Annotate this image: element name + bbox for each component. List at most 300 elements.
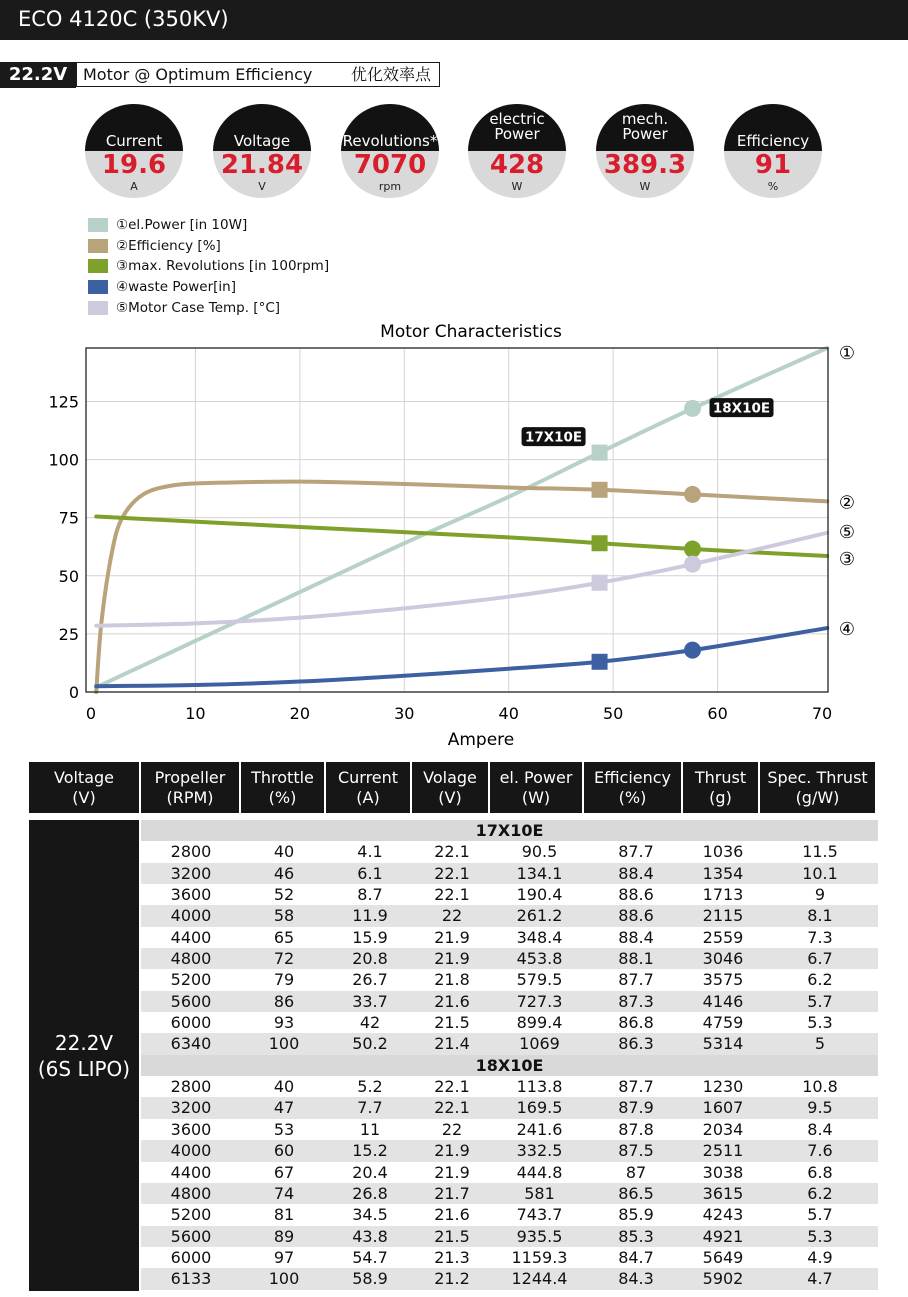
- column-header-label: Throttle: [251, 768, 314, 787]
- table-cell: 113.8: [516, 1077, 563, 1097]
- table-cell: 1244.4: [511, 1269, 568, 1289]
- legend-swatch: [88, 239, 108, 253]
- table-row: [141, 1097, 878, 1118]
- table-header: [29, 762, 878, 813]
- table-cell: 1607: [702, 1098, 744, 1118]
- voltage-cell-value: 22.2V: [54, 1030, 114, 1055]
- table-cell: 2559: [702, 927, 744, 947]
- table-cell: 453.8: [516, 949, 563, 969]
- table-cell: 4400: [170, 1162, 212, 1182]
- column-header-unit: (g/W): [795, 788, 840, 807]
- table-cell: 8.7: [357, 885, 383, 905]
- table-cell: 935.5: [516, 1226, 563, 1246]
- column-header: [683, 762, 758, 813]
- table-cell: 88.6: [618, 885, 654, 905]
- data-point-circle: [684, 541, 701, 558]
- badge-value: 91: [754, 150, 792, 180]
- table-cell: 8.1: [807, 906, 833, 926]
- table-cell: 6.8: [807, 1162, 833, 1182]
- column-header: [141, 762, 239, 813]
- table-group-row: 18X10E: [141, 1055, 878, 1076]
- legend-text: el.Power [in 10W]: [128, 217, 248, 234]
- table-cell: 3575: [702, 970, 744, 990]
- table-cell: 21.7: [434, 1183, 470, 1203]
- table-row: [141, 927, 878, 948]
- table-cell: 86.5: [618, 1183, 654, 1203]
- column-header-unit: (g): [709, 788, 732, 807]
- legend-text: Motor Case Temp. [°C]: [128, 299, 281, 316]
- table-body: [141, 820, 878, 1290]
- badge-label-line2: Power: [494, 124, 540, 143]
- table-row: [141, 1162, 878, 1183]
- table-cell: 1230: [702, 1077, 744, 1097]
- table-cell: 58.9: [352, 1269, 388, 1289]
- series-end-label: ②: [838, 492, 856, 514]
- table-cell: 134.1: [516, 863, 563, 883]
- x-tick-label: 50: [602, 704, 624, 723]
- table-cell: 88.6: [618, 906, 654, 926]
- propeller-tag-label: 18X10E: [712, 400, 771, 417]
- table-cell: 4146: [702, 991, 744, 1011]
- table-cell: 58: [273, 906, 295, 926]
- table-cell: 7.7: [357, 1098, 383, 1118]
- table-cell: 22.1: [434, 863, 470, 883]
- table-cell: 3600: [170, 885, 212, 905]
- table-cell: 2034: [702, 1119, 744, 1139]
- table-cell: 21.6: [434, 1205, 470, 1225]
- table-cell: 5600: [170, 1226, 212, 1246]
- table-cell: 5314: [702, 1034, 744, 1054]
- badge-label-line2: Power: [622, 124, 668, 143]
- column-header-label: Voltage: [53, 768, 114, 787]
- x-tick-label: 20: [289, 704, 311, 723]
- series-end-label: ④: [838, 619, 856, 641]
- data-point-circle: [684, 556, 701, 573]
- data-point-square: [592, 535, 608, 551]
- badge-revolutions: [341, 104, 439, 198]
- table-cell: 332.5: [516, 1141, 563, 1161]
- table-row: [141, 905, 878, 926]
- badge-efficiency: [724, 104, 822, 198]
- data-point-square: [592, 654, 608, 670]
- table-cell: 21.9: [434, 949, 470, 969]
- data-point-circle: [684, 400, 701, 417]
- table-cell: 53: [273, 1119, 295, 1139]
- legend-mark: ④: [116, 279, 129, 296]
- table-cell: 88.1: [618, 949, 654, 969]
- table-cell: 743.7: [516, 1205, 563, 1225]
- y-tick-label: 25: [58, 624, 79, 644]
- x-tick-label: 10: [185, 704, 206, 723]
- table-cell: 21.9: [434, 1162, 470, 1182]
- operating-point-text-cn: 优化效率点: [350, 65, 431, 84]
- y-tick-label: 125: [48, 392, 79, 412]
- legend-mark: ②: [116, 237, 129, 254]
- legend-mark: ①: [116, 217, 129, 234]
- table-cell: 67: [273, 1162, 295, 1182]
- column-header-label: Efficiency: [593, 768, 672, 787]
- operating-point-label: [76, 62, 440, 87]
- table-cell: 2115: [702, 906, 744, 926]
- table-cell: 42: [359, 1013, 381, 1033]
- column-header-unit: (RPM): [166, 788, 214, 807]
- column-header: [326, 762, 410, 813]
- legend-item: [88, 236, 329, 257]
- table-cell: 3600: [170, 1119, 212, 1139]
- table-cell: 20.4: [352, 1162, 388, 1182]
- table-cell: 43.8: [352, 1226, 388, 1246]
- voltage-cell: [29, 820, 139, 1291]
- legend-mark: ③: [116, 258, 129, 275]
- propeller-tag-label: 17X10E: [524, 429, 583, 446]
- table-cell: 87.7: [618, 1077, 654, 1097]
- table-cell: 3046: [702, 949, 744, 969]
- table-cell: 88.4: [618, 863, 654, 883]
- table-cell: 40: [273, 842, 295, 862]
- table-row: [141, 1268, 878, 1289]
- table-cell: 11.5: [802, 842, 838, 862]
- table-cell: 899.4: [516, 1013, 563, 1033]
- table-cell: 5200: [170, 970, 212, 990]
- column-header-label: Current: [337, 768, 399, 787]
- table-cell: 47: [273, 1098, 295, 1118]
- table-cell: 4.1: [357, 842, 383, 862]
- operating-point-header: [0, 62, 440, 88]
- table-cell: 2800: [170, 1077, 212, 1097]
- table-cell: 22.1: [434, 1077, 470, 1097]
- legend-item: [88, 215, 329, 236]
- table-cell: 26.8: [352, 1183, 388, 1203]
- column-header-unit: (%): [268, 788, 297, 807]
- table-cell: 727.3: [516, 991, 563, 1011]
- table-cell: 4400: [170, 927, 212, 947]
- table-cell: 90.5: [521, 842, 558, 862]
- column-header-unit: (V): [72, 788, 96, 807]
- column-header: [584, 762, 681, 813]
- table-cell: 169.5: [516, 1098, 563, 1118]
- table-cell: 22: [441, 906, 463, 926]
- table-cell: 5.7: [807, 991, 833, 1011]
- table-cell: 21.3: [434, 1247, 470, 1267]
- table-cell: 74: [273, 1183, 295, 1203]
- badge-label: Voltage: [233, 132, 291, 150]
- table-cell: 581: [524, 1183, 555, 1203]
- table-row: [141, 863, 878, 884]
- title-bar: [0, 0, 908, 40]
- table-cell: 9.5: [807, 1098, 833, 1118]
- table-cell: 20.8: [352, 949, 388, 969]
- legend-swatch: [88, 218, 108, 232]
- chart-legend: [88, 215, 329, 318]
- table-row: [141, 991, 878, 1012]
- table-cell: 52: [273, 885, 295, 905]
- table-cell: 21.9: [434, 1141, 470, 1161]
- column-header-label: Spec. Thrust: [767, 768, 868, 787]
- table-cell: 22: [441, 1119, 463, 1139]
- badge-value: 389.3: [603, 150, 687, 180]
- x-tick-label: 40: [498, 704, 519, 723]
- table-cell: 261.2: [516, 906, 563, 926]
- table-cell: 3200: [170, 1098, 212, 1118]
- table-cell: 85.3: [618, 1226, 654, 1246]
- table-cell: 87.7: [618, 970, 654, 990]
- table-row: [141, 1183, 878, 1204]
- page-title: ECO 4120C (350KV): [18, 7, 229, 31]
- table-cell: 86.3: [618, 1034, 654, 1054]
- table-cell: 21.4: [434, 1034, 470, 1054]
- table-row: [141, 1033, 878, 1054]
- table-cell: 88.4: [618, 927, 654, 947]
- table-cell: 100: [268, 1034, 300, 1054]
- badge-value: 19.6: [101, 150, 167, 180]
- table-cell: 6000: [170, 1247, 212, 1267]
- table-cell: 1354: [702, 863, 744, 883]
- table-row: [141, 1226, 878, 1247]
- table-cell: 97: [273, 1247, 295, 1267]
- table-cell: 93: [273, 1013, 295, 1033]
- table-cell: 84.3: [618, 1269, 654, 1289]
- table-cell: 4000: [170, 1141, 212, 1161]
- table-cell: 241.6: [516, 1119, 563, 1139]
- table-cell: 40: [273, 1077, 295, 1097]
- chart-title: Motor Characteristics: [380, 322, 562, 342]
- column-header: [412, 762, 488, 813]
- badge-label: Current: [105, 132, 163, 150]
- table-cell: 21.5: [434, 1226, 470, 1246]
- legend-text: max. Revolutions [in 100rpm]: [128, 258, 330, 275]
- table-cell: 21.9: [434, 927, 470, 947]
- table-cell: 1713: [702, 885, 744, 905]
- table-cell: 26.7: [352, 970, 388, 990]
- legend-swatch: [88, 280, 108, 294]
- badge-unit: W: [511, 180, 523, 193]
- table-row: [141, 1076, 878, 1097]
- table-cell: 4243: [702, 1205, 744, 1225]
- table-cell: 86.8: [618, 1013, 654, 1033]
- badge-unit: rpm: [378, 180, 402, 193]
- table-cell: 46: [273, 863, 295, 883]
- table-cell: 87.8: [618, 1119, 654, 1139]
- table-cell: 11.9: [352, 906, 388, 926]
- table-row: [141, 1204, 878, 1225]
- badge-unit: A: [130, 180, 138, 193]
- table-cell: 21.5: [434, 1013, 470, 1033]
- table-cell: 5.3: [807, 1013, 833, 1033]
- data-point-square: [592, 575, 608, 591]
- table-cell: 190.4: [516, 885, 563, 905]
- legend-text: Efficiency [%]: [128, 237, 221, 254]
- table-cell: 4921: [702, 1226, 744, 1246]
- column-header-unit: (A): [356, 788, 380, 807]
- badge-label-line1: electric: [489, 109, 545, 128]
- table-cell: 21.2: [434, 1269, 470, 1289]
- table-cell: 6133: [170, 1269, 212, 1289]
- legend-swatch: [88, 259, 108, 273]
- x-tick-label: 30: [394, 704, 415, 723]
- badge-electric-power: [468, 104, 566, 198]
- table-cell: 89: [273, 1226, 295, 1246]
- table-cell: 5600: [170, 991, 212, 1011]
- table-cell: 5200: [170, 1205, 212, 1225]
- voltage-tag: 22.2V: [0, 62, 76, 88]
- table-cell: 5: [814, 1034, 826, 1054]
- table-cell: 15.2: [352, 1141, 388, 1161]
- column-header-label: el. Power: [499, 768, 573, 787]
- y-tick-label: 50: [58, 566, 79, 586]
- table-cell: 87: [625, 1162, 647, 1182]
- column-header-unit: (W): [521, 788, 551, 807]
- voltage-cell-battery: (6S LIPO): [37, 1056, 131, 1081]
- legend-swatch: [88, 301, 108, 315]
- table-cell: 65: [273, 927, 295, 947]
- table-row: [141, 1247, 878, 1268]
- table-row: [141, 884, 878, 905]
- series-end-label: ③: [838, 549, 856, 571]
- table-row: [141, 948, 878, 969]
- column-header-unit: (%): [618, 788, 647, 807]
- table-row: [141, 1119, 878, 1140]
- table-cell: 50.2: [352, 1034, 388, 1054]
- table-row: [141, 1140, 878, 1161]
- table-row: [141, 969, 878, 990]
- table-cell: 81: [273, 1205, 295, 1225]
- table-cell: 22.1: [434, 842, 470, 862]
- column-header-label: Propeller: [154, 768, 226, 787]
- table-cell: 87.9: [618, 1098, 654, 1118]
- table-cell: 21.6: [434, 991, 470, 1011]
- table-cell: 1159.3: [511, 1247, 568, 1267]
- table-cell: 54.7: [352, 1247, 388, 1267]
- table-cell: 79: [273, 970, 295, 990]
- table-cell: 5.2: [357, 1077, 383, 1097]
- data-point-circle: [684, 486, 701, 503]
- badge-label: Revolutions*: [342, 132, 438, 150]
- table-cell: 4.9: [807, 1247, 833, 1267]
- table-cell: 6.2: [807, 970, 833, 990]
- chart-markers: [522, 343, 856, 670]
- table-cell: 4000: [170, 906, 212, 926]
- table-cell: 7.3: [807, 927, 833, 947]
- table-row: [141, 1012, 878, 1033]
- badge-current: [85, 104, 183, 198]
- badge-mech-power: [596, 104, 694, 198]
- x-tick-label: 0: [85, 704, 97, 723]
- table-cell: 9: [814, 885, 826, 905]
- table-cell: 33.7: [352, 991, 388, 1011]
- motor-characteristics-chart: [0, 318, 908, 748]
- column-header-unit: (V): [438, 788, 462, 807]
- badge-unit: V: [258, 180, 266, 193]
- table-cell: 15.9: [352, 927, 388, 947]
- table-cell: 3038: [702, 1162, 744, 1182]
- table-cell: 72: [273, 949, 295, 969]
- table-cell: 348.4: [516, 927, 563, 947]
- table-cell: 6.2: [807, 1183, 833, 1203]
- table-cell: 11: [359, 1119, 381, 1139]
- series-end-label: ⑤: [838, 521, 856, 543]
- data-point-square: [592, 482, 608, 498]
- column-header-label: Volage: [423, 768, 477, 787]
- table-cell: 579.5: [516, 970, 563, 990]
- badge-value: 7070: [353, 150, 427, 180]
- badge-value: 21.84: [220, 150, 304, 180]
- table-cell: 6.7: [807, 949, 833, 969]
- table-cell: 4.7: [807, 1269, 833, 1289]
- table-cell: 5.3: [807, 1226, 833, 1246]
- table-cell: 1036: [702, 842, 744, 862]
- column-header: [490, 762, 582, 813]
- table-cell: 21.8: [434, 970, 470, 990]
- table-cell: 6000: [170, 1013, 212, 1033]
- table-cell: 87.5: [618, 1141, 654, 1161]
- table-cell: 2511: [702, 1141, 744, 1161]
- table-cell: 22.1: [434, 1098, 470, 1118]
- table-cell: 60: [273, 1141, 295, 1161]
- table-cell: 444.8: [516, 1162, 563, 1182]
- badge-voltage: [213, 104, 311, 198]
- table-cell: 10.1: [802, 863, 838, 883]
- x-axis-label: Ampere: [447, 730, 515, 748]
- table-cell: 10.8: [802, 1077, 838, 1097]
- x-tick-label: 70: [811, 704, 833, 723]
- table-cell: 5902: [702, 1269, 744, 1289]
- table-cell: 6340: [170, 1034, 212, 1054]
- table-cell: 22.1: [434, 885, 470, 905]
- series-end-label: ①: [838, 343, 856, 364]
- data-point-square: [592, 445, 608, 461]
- badge-label-line1: mech.: [621, 109, 669, 128]
- table-cell: 85.9: [618, 1205, 654, 1225]
- table-cell: 8.4: [807, 1119, 833, 1139]
- badge-value: 428: [489, 150, 545, 180]
- y-tick-label: 0: [68, 683, 79, 702]
- table-cell: 87.7: [618, 842, 654, 862]
- badge-unit: %: [767, 180, 779, 193]
- table-cell: 5649: [702, 1247, 744, 1267]
- legend-mark: ⑤: [116, 299, 129, 316]
- table-cell: 87.3: [618, 991, 654, 1011]
- table-cell: 2800: [170, 842, 212, 862]
- table-cell: 6.1: [357, 863, 383, 883]
- legend-item: [88, 277, 329, 298]
- y-tick-label: 75: [58, 508, 79, 528]
- table-cell: 4800: [170, 1183, 212, 1203]
- table-cell: 5.7: [807, 1205, 833, 1225]
- table-cell: 3615: [702, 1183, 744, 1203]
- x-tick-label: 60: [707, 704, 728, 723]
- operating-point-text: Motor @ Optimum Efficiency: [83, 65, 313, 84]
- column-header: [29, 762, 139, 813]
- y-tick-label: 100: [48, 450, 79, 470]
- badge-label: Efficiency: [736, 132, 810, 150]
- table-group-row: 17X10E: [141, 820, 878, 841]
- legend-item: [88, 297, 329, 318]
- table-cell: 1069: [519, 1034, 560, 1054]
- table-cell: 7.6: [807, 1141, 833, 1161]
- column-header: [241, 762, 324, 813]
- table-cell: 84.7: [618, 1247, 654, 1267]
- table-cell: 100: [268, 1269, 300, 1289]
- legend-item: [88, 256, 329, 277]
- data-point-circle: [684, 642, 701, 659]
- table-row: [141, 841, 878, 862]
- column-header: [760, 762, 875, 813]
- table-cell: 86: [273, 991, 295, 1011]
- table-cell: 4759: [702, 1013, 744, 1033]
- legend-text: waste Power[in]: [128, 279, 237, 296]
- table-cell: 4800: [170, 949, 212, 969]
- table-cell: 34.5: [352, 1205, 388, 1225]
